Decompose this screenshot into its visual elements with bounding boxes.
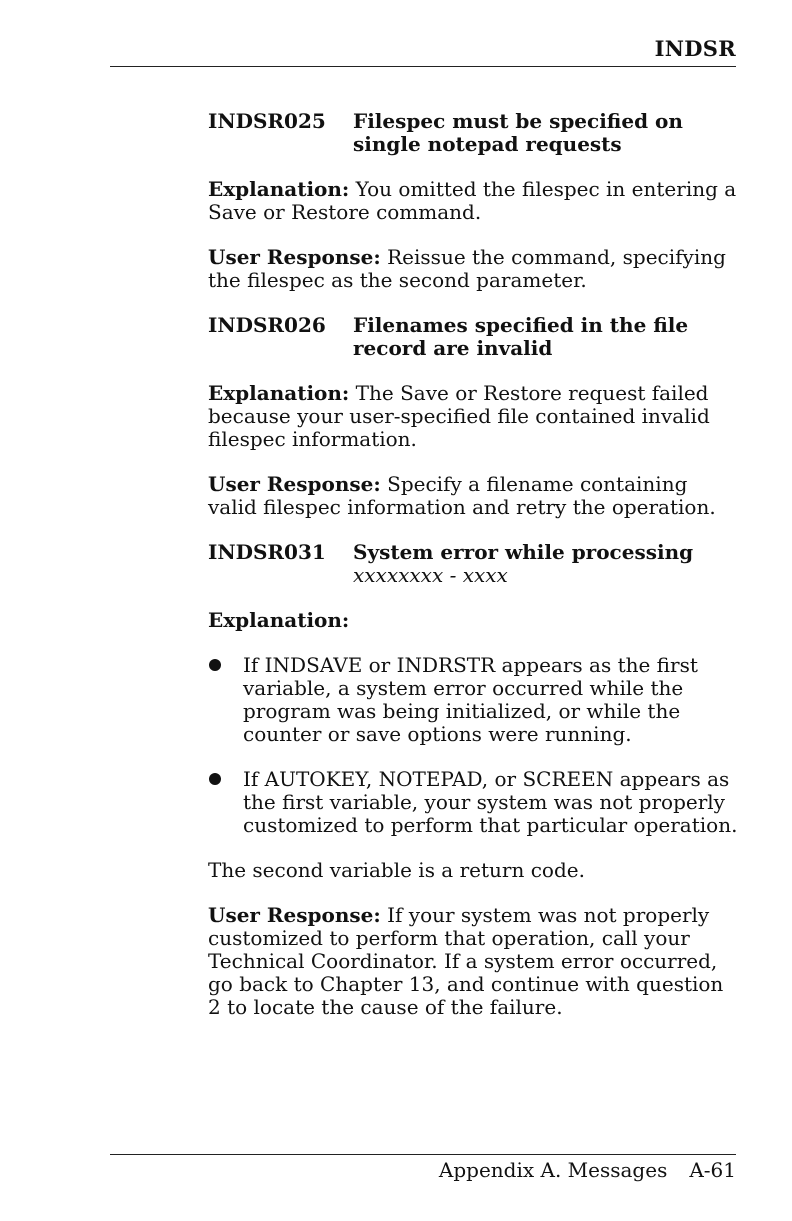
user-response-paragraph bbox=[208, 473, 738, 519]
footer-section: Appendix A. Messages bbox=[438, 1158, 668, 1182]
page-body bbox=[208, 110, 738, 1019]
explanation-bullet-list bbox=[208, 654, 738, 837]
footer-rule bbox=[110, 1154, 736, 1155]
message-id: INDSR025 bbox=[208, 109, 326, 133]
user-response-text: Reissue the command, specifying the filespec as the second parameter. bbox=[208, 245, 726, 292]
explanation-text: The Save or Restore request failed because your user-specified file contained invalid filespec information. bbox=[208, 381, 710, 451]
explanation-label: Explanation: bbox=[208, 177, 350, 201]
explanation-text: You omitted the filespec in entering a Save or Restore command. bbox=[208, 177, 737, 224]
message-id: INDSR031 bbox=[208, 540, 326, 564]
message-heading bbox=[208, 541, 738, 587]
message-title-text: System error while processing bbox=[353, 540, 694, 564]
return-code-note: The second variable is a return code. bbox=[208, 858, 585, 882]
message-title bbox=[353, 541, 738, 587]
page-number: A-61 bbox=[689, 1158, 736, 1182]
explanation-paragraph bbox=[208, 382, 738, 451]
user-response-label: User Response: bbox=[208, 245, 381, 269]
message-entry bbox=[208, 314, 738, 519]
user-response-label: User Response: bbox=[208, 903, 381, 927]
user-response-text: Specify a filename containing valid filespec information and retry the operation. bbox=[208, 472, 716, 519]
explanation-label: Explanation: bbox=[208, 608, 350, 632]
message-heading bbox=[208, 110, 738, 156]
user-response-text: If your system was not properly customized to perform that operation, call your Technical Coordinator. If a system error occurred, go back to Chapter 13, and continue with question 2 to locate the cause of the failure. bbox=[208, 903, 724, 1019]
message-title: Filenames specified in the file record are invalid bbox=[353, 313, 689, 360]
user-response-label: User Response: bbox=[208, 472, 381, 496]
message-title: Filespec must be specified on single notepad requests bbox=[353, 109, 683, 156]
bullet-icon bbox=[208, 768, 243, 837]
running-header-title: INDSR bbox=[654, 36, 736, 61]
bullet-text: If INDSAVE or INDRSTR appears as the first variable, a system error occurred while the program was being initialized, or while the counter or save options were running. bbox=[243, 653, 698, 746]
bullet-icon bbox=[208, 654, 243, 746]
message-entry bbox=[208, 110, 738, 292]
message-id: INDSR026 bbox=[208, 313, 326, 337]
explanation-paragraph bbox=[208, 178, 738, 224]
explanation-label: Explanation: bbox=[208, 381, 350, 405]
bullet-item bbox=[208, 768, 738, 837]
message-title-variable: xxxxxxxx - xxxx bbox=[353, 563, 508, 587]
bullet-item bbox=[208, 654, 738, 746]
user-response-paragraph bbox=[208, 904, 738, 1019]
message-heading bbox=[208, 314, 738, 360]
header-rule bbox=[110, 66, 736, 67]
explanation-paragraph bbox=[208, 609, 738, 632]
user-response-paragraph bbox=[208, 246, 738, 292]
page-footer bbox=[417, 1158, 736, 1182]
message-entry bbox=[208, 541, 738, 1019]
bullet-text: If AUTOKEY, NOTEPAD, or SCREEN appears as the first variable, your system was not properly customized to perform that particular operation. bbox=[243, 767, 738, 837]
